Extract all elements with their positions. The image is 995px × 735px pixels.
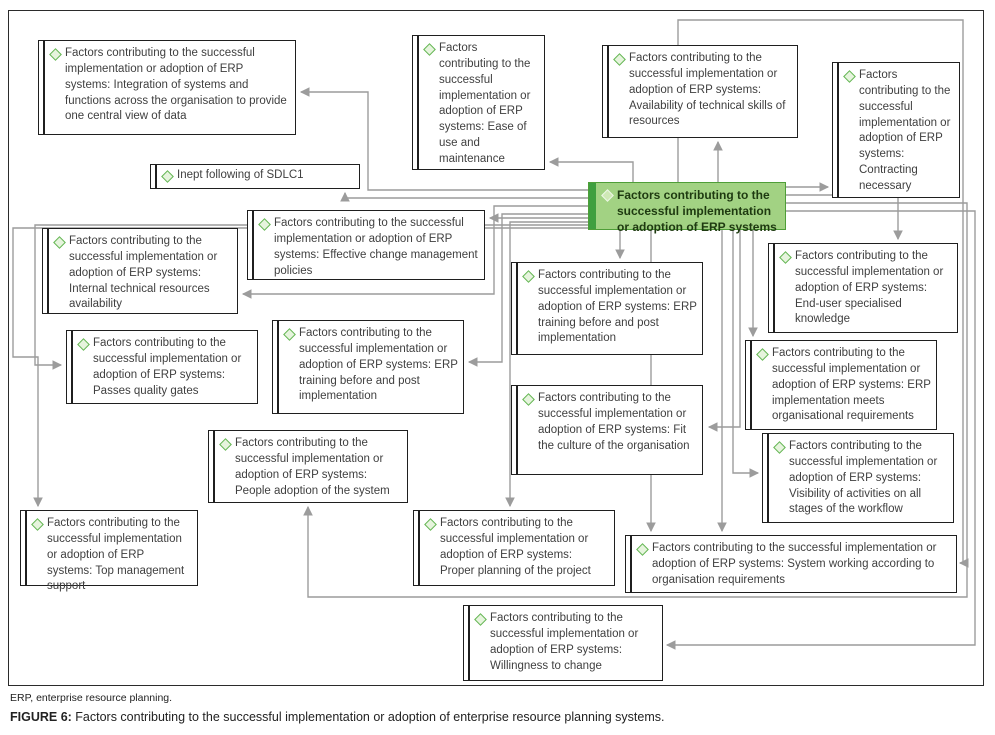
node-label: Factors contributing to the successful implementation or adoption of ERP systems: Internal technical resources availability: [69, 235, 218, 311]
diamond-icon: [636, 543, 649, 556]
figure-caption: [10, 710, 664, 724]
diamond-icon: [756, 348, 769, 361]
node-sdlc[interactable]: [150, 164, 360, 189]
diamond-icon: [53, 236, 66, 249]
node-label: Factors contributing to the successful implementation or adoption of ERP systems: Fit the culture of the organisation: [538, 392, 690, 452]
abbreviation-note: ERP, enterprise resource planning.: [10, 692, 173, 704]
diamond-icon: [219, 438, 232, 451]
node-label: Factors contributing to the successful implementation or adoption of ERP systems: Passes quality gates: [93, 337, 242, 397]
diamond-icon: [77, 338, 90, 351]
node-label: Factors contributing to the successful implementation or adoption of ERP systems: Contracting necessary: [859, 69, 951, 193]
node-erp-training-left[interactable]: [272, 320, 464, 414]
node-label: Inept following of SDLC1: [177, 169, 304, 181]
node-content: [589, 183, 785, 239]
node-proper-planning[interactable]: [413, 510, 615, 586]
node-label: Factors contributing to the successful implementation or adoption of ERP systems: End-user specialised knowledge: [795, 250, 944, 326]
node-erp-training-mid[interactable]: [511, 262, 703, 355]
node-visibility-workflow[interactable]: [762, 433, 954, 523]
diamond-icon: [522, 270, 535, 283]
diamond-icon: [283, 328, 296, 341]
connector: [345, 193, 588, 198]
node-label: Factors contributing to the successful implementation or adoption of ERP systems: Top management support: [47, 517, 185, 593]
node-passes-quality-gates[interactable]: [66, 330, 258, 404]
node-availability-skills[interactable]: [602, 45, 798, 138]
diamond-icon: [424, 518, 437, 531]
diamond-icon: [601, 189, 614, 202]
diamond-icon: [258, 218, 271, 231]
node-label: Factors contributing to the successful implementation or adoption of ERP systems: Integration of systems and functions across the organisation to provide one central view of data: [65, 47, 287, 123]
diamond-icon: [31, 518, 44, 531]
node-label: Factors contributing to the successful implementation or adoption of ERP systems: Visibility of activities on all stages of the workflow: [789, 440, 938, 516]
figure-caption-text: Factors contributing to the successful implementation or adoption of enterprise resource planning systems.: [71, 710, 665, 724]
node-label: Factors contributing to the successful implementation or adoption of ERP systems: ERP training before and post implementation: [538, 269, 697, 345]
node-label: Factors contributing to the successful implementation or adoption of ERP systems: Proper planning of the project: [440, 517, 591, 577]
node-label: Factors contributing to the successful implementation or adoption of ERP systems: Willingness to change: [490, 612, 639, 672]
figure-caption-label: FIGURE 6:: [10, 710, 72, 724]
node-effective-change[interactable]: [247, 210, 485, 280]
diamond-icon: [474, 613, 487, 626]
node-internal-technical[interactable]: [42, 228, 238, 314]
diamond-icon: [522, 393, 535, 406]
node-ease-of-use[interactable]: [412, 35, 545, 170]
node-label: Factors contributing to the successful implementation or adoption of ERP systems: [617, 188, 777, 234]
diamond-icon: [49, 48, 62, 61]
node-fit-culture[interactable]: [511, 385, 703, 475]
node-integration[interactable]: [38, 40, 296, 135]
diamond-icon: [779, 251, 792, 264]
node-label: Factors contributing to the successful implementation or adoption of ERP systems: ERP training before and post implementation: [299, 327, 458, 403]
node-central-factors[interactable]: [588, 182, 786, 234]
node-end-user-knowledge[interactable]: [768, 243, 958, 333]
diamond-icon: [843, 70, 856, 83]
connector: [709, 230, 740, 427]
diamond-icon: [773, 441, 786, 454]
connector: [550, 162, 633, 182]
node-label: Factors contributing to the successful implementation or adoption of ERP systems: Availability of technical skills of resources: [629, 52, 786, 128]
connector: [786, 195, 898, 239]
node-people-adoption[interactable]: [208, 430, 408, 503]
node-system-working[interactable]: [625, 535, 957, 593]
diamond-icon: [613, 53, 626, 66]
node-label: Factors contributing to the successful implementation or adoption of ERP systems: System working according to organisation requirements: [652, 542, 937, 586]
node-label: Factors contributing to the successful implementation or adoption of ERP systems: Effective change management policies: [274, 217, 478, 277]
node-top-management[interactable]: [20, 510, 198, 593]
node-label: Factors contributing to the successful implementation or adoption of ERP systems: ERP implementation meets organisational requirements: [772, 347, 931, 423]
node-label: Factors contributing to the successful implementation or adoption of ERP systems: People adoption of the system: [235, 437, 390, 497]
node-willingness-change[interactable]: [463, 605, 663, 681]
node-label: Factors contributing to the successful implementation or adoption of ERP systems: Ease of use and maintenance: [439, 42, 531, 166]
node-impl-meets-requirements[interactable]: [745, 340, 937, 430]
node-contracting[interactable]: [832, 62, 960, 198]
diamond-icon: [161, 170, 174, 183]
diamond-icon: [423, 43, 436, 56]
